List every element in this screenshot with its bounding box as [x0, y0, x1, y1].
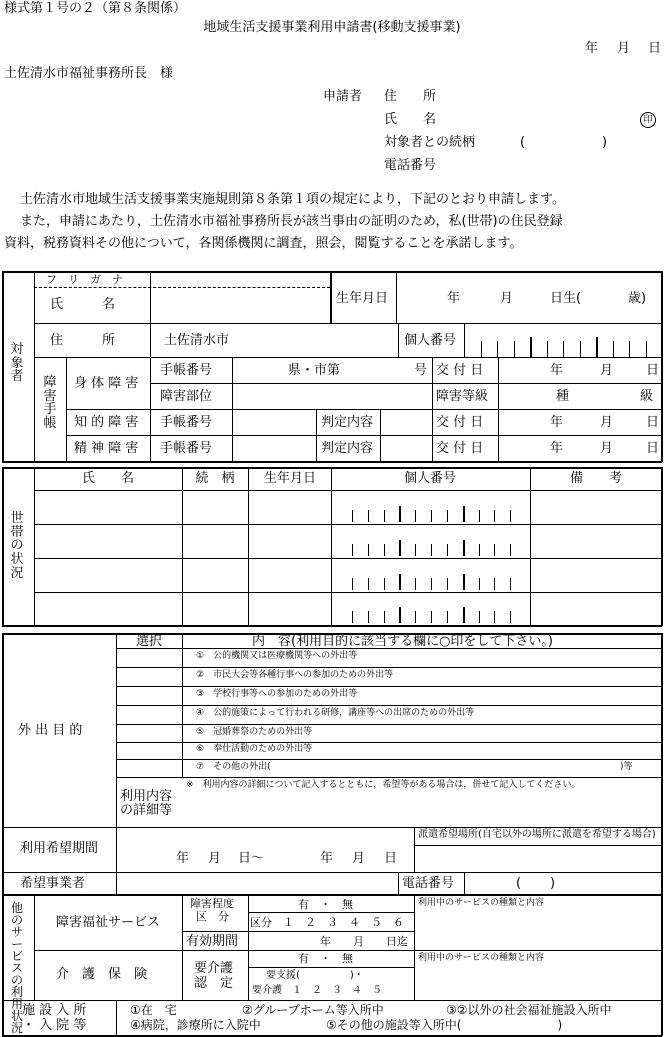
digit-separator [368, 510, 369, 522]
phone-label: 電話番号 [384, 158, 437, 173]
household-col-birth: 生年月日 [263, 471, 317, 486]
purpose-col-content: 内 容(利用目的に該当する欄に○印をして下さい。) [252, 634, 553, 649]
dispatch-place-label: 派遣希望場所(自宅以外の場所に派遣を希望する場合) [418, 829, 656, 840]
purpose-item7-end: )等 [620, 762, 633, 772]
digit-separator [399, 506, 401, 522]
digit-separator [352, 611, 353, 623]
consent-line-1: 土佐清水市地域生活支援事業実施規則第８条第１項の規定により，下記のとおり申請します。 [20, 192, 565, 207]
birth-year: 年 [447, 291, 461, 306]
provider-label: 希望事業者 [20, 876, 86, 891]
digit-separator [596, 337, 598, 357]
mental-issue-year: 年 [550, 441, 564, 456]
digit-separator [352, 578, 353, 590]
facility-option-home: ①在 宅 [130, 1003, 177, 1017]
digit-separator [479, 611, 480, 623]
intellectual-issue-month: 月 [600, 415, 614, 430]
date-month-label: 月 [617, 41, 631, 56]
furigana-label: フ リ ガ ナ [46, 273, 123, 286]
digit-separator [514, 341, 515, 357]
household-col-personal: 個人番号 [403, 471, 457, 486]
digit-separator [447, 578, 448, 590]
digit-separator [368, 544, 369, 556]
facility-option-hospital: ④病院，診療所に入院中 [130, 1018, 261, 1032]
purpose-item: ④ 公的施策によって行われる研修，講座等への出席のための外出等 [196, 708, 475, 718]
number-suffix: 号 [414, 363, 428, 378]
age-label: 歳) [628, 291, 647, 306]
facility-option-other-welfare: ③②以外の社会福祉施設入所中 [446, 1003, 612, 1017]
valid-period-label: 有効期間 [186, 934, 239, 949]
digit-separator [463, 506, 465, 522]
applicant-address-label: 住 所 [384, 89, 437, 104]
care-cert-label-2: 認 定 [194, 976, 234, 991]
digit-separator [431, 510, 432, 522]
digit-separator [613, 341, 614, 357]
form-number: 様式第１号の２（第８条関係） [4, 1, 187, 16]
intellectual-issue-year: 年 [550, 415, 564, 430]
digit-separator [368, 578, 369, 590]
target-address-label: 住 所 [50, 333, 116, 348]
digit-separator [510, 611, 511, 623]
grade-level-label: 級 [640, 389, 654, 404]
care-cert-label-1: 要介護 [194, 961, 234, 976]
digit-separator [415, 611, 416, 623]
period-to-year: 年 [320, 851, 334, 866]
birth-suffix: 日生( [550, 291, 582, 306]
household-col-name: 氏 名 [81, 471, 135, 486]
digit-separator [399, 540, 401, 556]
digit-separator [463, 540, 465, 556]
relation-label: 対象者との続柄 [384, 135, 476, 150]
birth-month: 月 [500, 291, 514, 306]
digit-separator [479, 544, 480, 556]
digit-separator [447, 510, 448, 522]
welfare-service-label: 障害福祉サービス [56, 915, 161, 930]
period-label: 利用希望期間 [20, 841, 99, 856]
care-in-use-label: 利用中のサービスの種類と内容 [418, 953, 545, 963]
valid-date: 年 月 日迄 [320, 935, 408, 948]
household-section-label: 世帯の状況 [10, 511, 24, 581]
household-col-note: 備 考 [569, 471, 623, 486]
intellectual-disability-label: 知 的 障 害 [74, 415, 139, 430]
digit-separator [510, 510, 511, 522]
form-title: 地域生活支援事業利用申請書(移動支援事業) [203, 20, 461, 35]
degree-label-2: 区 分 [196, 910, 229, 923]
personal-number-label: 個人番号 [404, 333, 457, 348]
digit-separator [384, 611, 385, 623]
digit-separator [563, 341, 564, 357]
consent-line-3: 資料，税務資料その他について，各関係機関に調査，照会，閲覧することを承諾します。 [4, 236, 523, 251]
relation-paren-open: ( [520, 135, 526, 150]
pref-city-label: 県・市第 [288, 363, 341, 378]
period-to-month: 月 [352, 851, 366, 866]
digit-separator [547, 341, 548, 357]
purpose-item: ⑤ 冠婚葬祭のための外出等 [196, 727, 313, 737]
purpose-item: ⑥ 奉仕活動のための外出等 [196, 744, 313, 754]
physical-issue-year: 年 [550, 363, 564, 378]
provider-phone-paren-open: ( [516, 876, 522, 891]
digit-separator [463, 574, 465, 590]
digit-separator [415, 578, 416, 590]
physical-disability-label: 身 体 障 害 [74, 376, 139, 391]
digit-separator [384, 510, 385, 522]
provider-phone-paren-close: ) [550, 876, 556, 891]
digit-separator [530, 337, 532, 357]
disability-part-label: 障害部位 [160, 389, 213, 404]
support-label: 要支援( )・ [266, 970, 364, 981]
household-col-relation: 続 柄 [195, 471, 235, 486]
intellectual-handbook-no-label: 手帳番号 [160, 415, 213, 430]
disability-grade-label: 障害等級 [436, 389, 489, 404]
digit-separator [497, 341, 498, 357]
addressee: 土佐清水市福祉事務所長 様 [4, 66, 174, 81]
date-year-label: 年 [585, 41, 599, 56]
purpose-section-label: 外 出 目 的 [18, 723, 83, 738]
birth-label: 生年月日 [336, 291, 389, 306]
mental-disability-label: 精 神 障 害 [74, 441, 139, 456]
digit-separator [352, 510, 353, 522]
period-to-day: 日 [384, 851, 398, 866]
digit-separator [431, 544, 432, 556]
intellectual-issue-day: 日 [646, 415, 660, 430]
intellectual-issue-date-label: 交 付 日 [436, 415, 484, 430]
digit-separator [415, 510, 416, 522]
digit-separator [580, 341, 581, 357]
digit-separator [431, 611, 432, 623]
other-services-section-label: 他のサービスの利用状況 [10, 901, 23, 1035]
physical-handbook-no-label: 手帳番号 [160, 363, 213, 378]
purpose-item: ⑦ その他の外出( [196, 762, 271, 772]
digit-separator [399, 607, 401, 623]
care-insurance-label: 介 護 保 険 [56, 967, 148, 982]
welfare-in-use-label: 利用中のサービスの種類と内容 [418, 898, 545, 908]
handbook-section-label: 障害手帳 [43, 375, 57, 431]
mental-issue-day: 日 [646, 441, 660, 456]
target-name-label: 氏 名 [50, 297, 116, 312]
detail-label-2: の詳細等 [120, 803, 173, 818]
digit-separator [431, 578, 432, 590]
grade-type-label: 種 [556, 389, 570, 404]
applicant-name-label: 氏 名 [384, 112, 437, 127]
physical-issue-date-label: 交 付 日 [436, 363, 484, 378]
target-address-value: 土佐清水市 [164, 333, 230, 348]
digit-separator [510, 578, 511, 590]
digit-separator [629, 341, 630, 357]
digit-separator [646, 341, 647, 357]
purpose-item: ③ 学校行事等への参加のための外出等 [196, 689, 358, 699]
physical-issue-day: 日 [646, 363, 660, 378]
mental-handbook-no-label: 手帳番号 [160, 441, 213, 456]
care-levels: 要介護 １ ２ ３ ４ ５ [252, 985, 382, 996]
mental-issue-date-label: 交 付 日 [436, 441, 484, 456]
period-from-month: 月 [208, 851, 222, 866]
period-from-year: 年 [176, 851, 190, 866]
purpose-col-select: 選択 [135, 634, 163, 649]
digit-separator [384, 544, 385, 556]
digit-separator [510, 544, 511, 556]
intellectual-judgment-label: 判定内容 [321, 415, 374, 430]
purpose-item: ② 市民大会等各種行事への参加のための外出等 [196, 670, 394, 680]
digit-separator [494, 611, 495, 623]
digit-separator [368, 611, 369, 623]
target-section-label: 対象者 [10, 342, 24, 385]
period-from-day: 日～ [238, 851, 265, 866]
care-yes-no: 有 ・ 無 [298, 952, 353, 965]
digit-separator [447, 611, 448, 623]
applicant-label: 申請者 [323, 89, 363, 104]
detail-note: ※ 利用内容の詳細について記入するとともに，希望等がある場合は，併せて記入してください。 [186, 780, 581, 790]
seal-mark: 印 [640, 112, 656, 128]
provider-phone-label: 電話番号 [402, 876, 455, 891]
mental-issue-month: 月 [600, 441, 614, 456]
digit-separator [494, 544, 495, 556]
facility-label-2: ・ 入 院 等 [22, 1018, 87, 1033]
facility-option-grouphome: ②グループホーム等入所中 [242, 1003, 384, 1017]
consent-line-2: また，申請にあたり，土佐清水市福祉事務所長が該当事由の証明のため，私(世帯)の住民登録 [20, 214, 563, 229]
digit-separator [415, 544, 416, 556]
digit-separator [494, 510, 495, 522]
date-day-label: 日 [648, 41, 662, 56]
digit-separator [463, 607, 465, 623]
detail-label-1: 利用内容 [120, 789, 173, 804]
physical-issue-month: 月 [600, 363, 614, 378]
facility-label-1: 施 設 入 所 [22, 1003, 87, 1018]
digit-separator [479, 510, 480, 522]
purpose-item: ① 公的機関又は医療機関等への外出等 [196, 651, 358, 661]
digit-separator [481, 341, 482, 357]
digit-separator [494, 578, 495, 590]
welfare-yes-no: 有 ・ 無 [298, 898, 353, 911]
relation-paren-close: ) [602, 135, 608, 150]
mental-judgment-label: 判定内容 [321, 441, 374, 456]
digit-separator [447, 544, 448, 556]
digit-separator [384, 578, 385, 590]
digit-separator [479, 578, 480, 590]
class-levels: 区分 １ ２ ３ ４ ５ ６ [250, 916, 404, 929]
degree-label-1: 障害程度 [190, 897, 234, 910]
facility-option-other-facility: ⑤その他の施設等入所中( ) [326, 1018, 563, 1032]
digit-separator [399, 574, 401, 590]
digit-separator [352, 544, 353, 556]
